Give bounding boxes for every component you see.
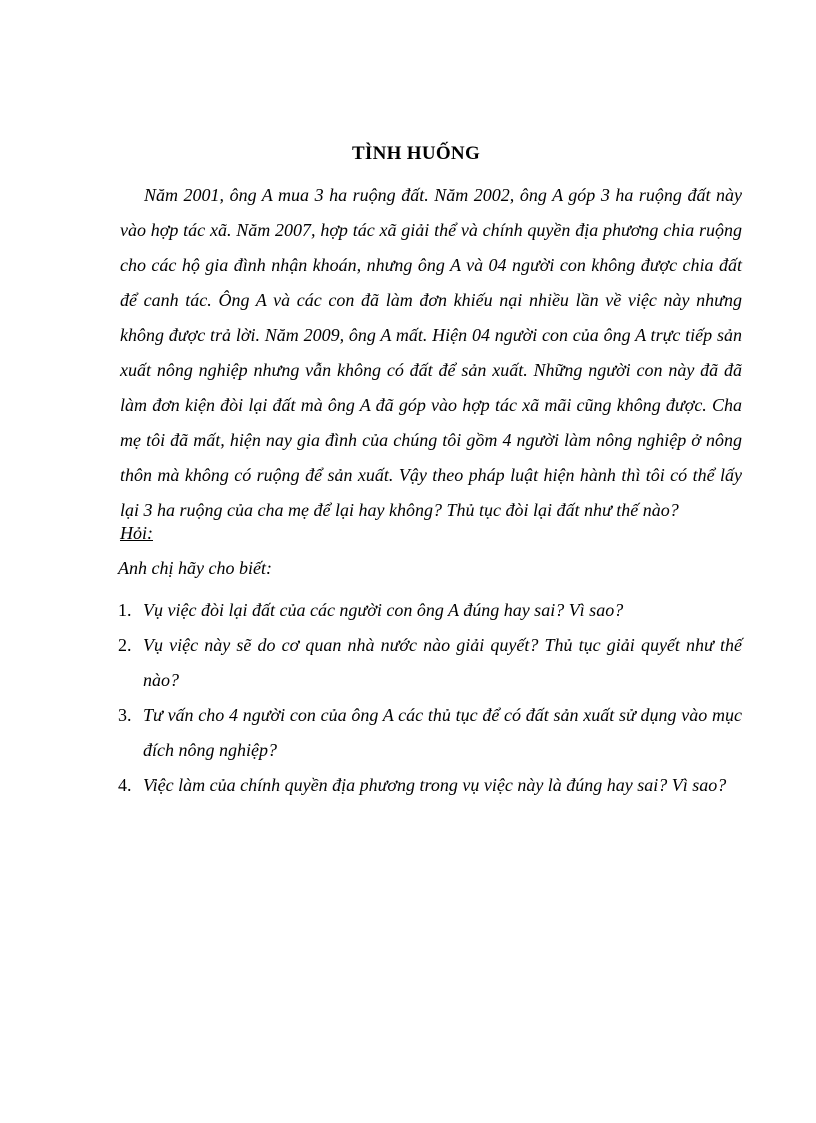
question-list xyxy=(118,593,742,803)
question-text: Vụ việc đòi lại đất của các người con ông A đúng hay sai? Vì sao? xyxy=(143,600,624,620)
case-paragraph: Năm 2001, ông A mua 3 ha ruộng đất. Năm 2002, ông A góp 3 ha ruộng đất này vào hợp tác xã. Năm 2007, hợp tác xã giải thể và chính quyền địa phương chia ruộng cho các hộ gia đình nhận khoán, nhưng ông A và 04 người con không được chia đất để canh tác. Ông A và các con đã làm đơn khiếu nại nhiều lần về việc này nhưng không được trả lời. Năm 2009, ông A mất. Hiện 04 người con của ông A trực tiếp sản xuất nông nghiệp nhưng vẫn không có đất để sản xuất. Những người con này đã đã làm đơn kiện đòi lại đất mà ông A đã góp vào hợp tác xã mãi cũng không được. Cha mẹ tôi đã mất, hiện nay gia đình của chúng tôi gồm 4 người làm nông nghiệp ở nông thôn mà không có ruộng để sản xuất. Vậy theo pháp luật hiện hành thì tôi có thể lấy lại 3 ha ruộng của cha mẹ để lại hay không? Thủ tục đòi lại đất như thế nào? xyxy=(120,185,742,520)
page-title: TÌNH HUỐNG xyxy=(351,143,481,164)
question-item xyxy=(118,698,742,768)
question-item xyxy=(118,593,742,628)
question-text: Tư vấn cho 4 người con của ông A các thủ tục để có đất sản xuất sử dụng vào mục đích nông nghiệp? xyxy=(143,705,742,760)
question-text: Vụ việc này sẽ do cơ quan nhà nước nào giải quyết? Thủ tục giải quyết như thế nào? xyxy=(143,635,742,690)
question-number: 3. xyxy=(118,705,132,725)
question-label: Hỏi: xyxy=(120,523,153,543)
question-intro: Anh chị hãy cho biết: xyxy=(118,558,272,578)
question-number: 2. xyxy=(118,635,132,655)
question-number: 4. xyxy=(118,775,132,795)
question-item xyxy=(118,768,742,803)
question-item xyxy=(118,628,742,698)
question-number: 1. xyxy=(118,600,132,620)
question-text: Việc làm của chính quyền địa phương trong vụ việc này là đúng hay sai? Vì sao? xyxy=(143,775,727,795)
